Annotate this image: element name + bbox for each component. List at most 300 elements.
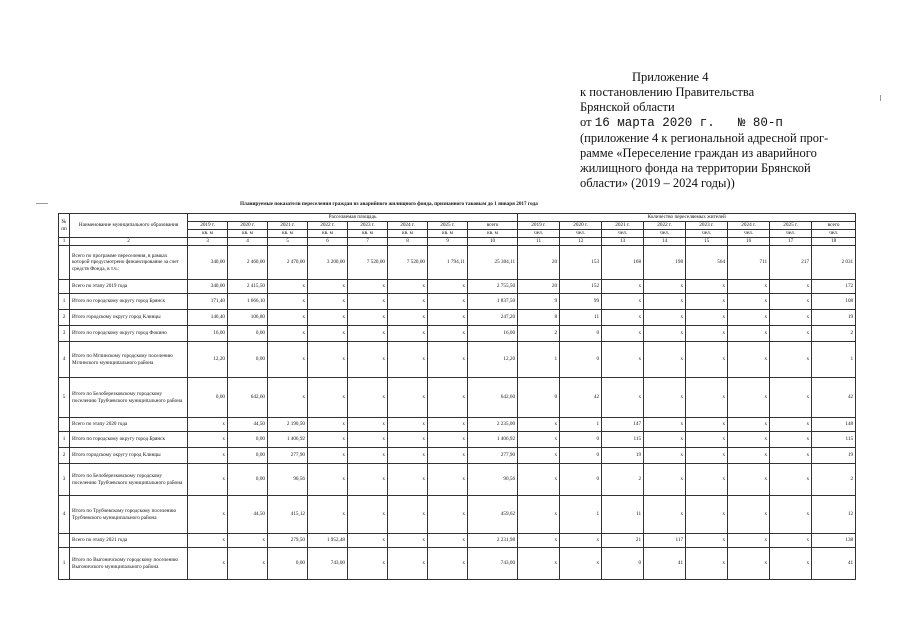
data-cell: x	[388, 294, 428, 310]
appendix-line-3: Брянской области	[580, 100, 675, 114]
data-cell: x	[188, 418, 228, 432]
data-cell: 41	[644, 548, 686, 580]
unit-header: кв. м	[228, 230, 268, 238]
data-cell: x	[188, 534, 228, 548]
data-cell: 0	[518, 378, 560, 418]
row-index: 1	[59, 432, 70, 448]
data-cell: x	[428, 534, 468, 548]
data-cell: 7 520,00	[348, 246, 388, 280]
year-header: 2020 г.	[560, 222, 602, 230]
data-cell: 117	[644, 534, 686, 548]
table-row	[59, 464, 856, 496]
table-row	[59, 342, 856, 378]
data-cell: 0,00	[228, 464, 268, 496]
data-cell: x	[644, 448, 686, 464]
data-cell: x	[602, 310, 644, 326]
data-cell: x	[728, 294, 770, 310]
data-cell: x	[602, 378, 644, 418]
data-cell: x	[428, 418, 468, 432]
data-cell: x	[518, 548, 560, 580]
data-cell: 1	[518, 342, 560, 378]
data-cell: x	[428, 432, 468, 448]
data-cell: 2 190,50	[268, 418, 308, 432]
data-cell: 2	[518, 326, 560, 342]
table-row	[59, 432, 856, 448]
data-cell: x	[308, 432, 348, 448]
data-cell: 1 794,11	[428, 246, 468, 280]
unit-header: чел.	[812, 230, 856, 238]
row-index: 2	[59, 310, 70, 326]
data-cell: 25 304,11	[468, 246, 518, 280]
table-row	[59, 294, 856, 310]
data-cell: x	[428, 448, 468, 464]
data-cell: 415,12	[268, 496, 308, 534]
data-cell: x	[560, 548, 602, 580]
data-cell: x	[770, 378, 812, 418]
data-cell: x	[308, 326, 348, 342]
data-cell: x	[308, 464, 348, 496]
data-cell: 642,60	[228, 378, 268, 418]
data-cell: x	[770, 548, 812, 580]
data-cell: x	[348, 464, 388, 496]
data-cell: x	[428, 342, 468, 378]
row-index	[59, 534, 70, 548]
table-row	[59, 310, 856, 326]
column-number: 15	[686, 238, 728, 246]
data-cell: 0,00	[228, 448, 268, 464]
data-cell: x	[388, 496, 428, 534]
appendix-title: Приложение 4	[632, 70, 709, 84]
scan-artifact	[880, 95, 881, 101]
decree-number: № 80-п	[737, 116, 783, 130]
data-cell: x	[728, 418, 770, 432]
table-row	[59, 534, 856, 548]
row-index: 2	[59, 448, 70, 464]
data-cell: 0	[560, 464, 602, 496]
data-cell: 1 406,92	[268, 432, 308, 448]
data-cell: 16,00	[188, 326, 228, 342]
data-cell: 2	[602, 464, 644, 496]
appendix-line-6: рамме «Переселение граждан из аварийного	[580, 146, 817, 160]
data-cell: x	[428, 310, 468, 326]
col-name-header: Наименование муниципального образования	[70, 214, 188, 238]
data-cell: 147	[602, 418, 644, 432]
data-cell: 90,56	[268, 464, 308, 496]
data-cell: 7 520,00	[388, 246, 428, 280]
data-cell: x	[686, 294, 728, 310]
data-cell: 743,00	[468, 548, 518, 580]
unit-header: чел.	[770, 230, 812, 238]
column-number: 8	[388, 238, 428, 246]
data-cell: 2 460,00	[228, 246, 268, 280]
year-header: 2021 г.	[268, 222, 308, 230]
data-cell: 0	[560, 448, 602, 464]
data-cell: 171,40	[188, 294, 228, 310]
column-number: 7	[348, 238, 388, 246]
date-prefix: от	[580, 115, 592, 129]
data-cell: x	[686, 310, 728, 326]
year-header: 2023 г.	[348, 222, 388, 230]
data-cell: x	[644, 310, 686, 326]
data-cell: x	[644, 418, 686, 432]
data-cell: 0	[560, 342, 602, 378]
data-cell: x	[770, 432, 812, 448]
row-name: Итого городскому округу город Клинцы	[70, 310, 188, 326]
appendix-line-5: (приложение 4 к региональной адресной прог-	[580, 131, 829, 145]
data-cell: x	[686, 326, 728, 342]
unit-header: кв. м	[468, 230, 518, 238]
data-cell: 2 755,50	[468, 280, 518, 294]
data-cell: x	[518, 464, 560, 496]
column-number: 2	[70, 238, 188, 246]
data-cell: x	[518, 448, 560, 464]
data-cell: x	[268, 310, 308, 326]
data-cell: 138	[812, 534, 856, 548]
data-cell: 711	[728, 246, 770, 280]
data-cell: x	[518, 496, 560, 534]
data-cell: x	[348, 448, 388, 464]
column-number: 17	[770, 238, 812, 246]
data-cell: x	[348, 310, 388, 326]
data-cell: x	[268, 378, 308, 418]
data-cell: 0,00	[228, 432, 268, 448]
data-cell: 8	[518, 310, 560, 326]
data-cell: x	[770, 280, 812, 294]
data-cell: x	[770, 464, 812, 496]
data-cell: 2	[812, 326, 856, 342]
data-cell: 42	[812, 378, 856, 418]
data-cell: x	[770, 534, 812, 548]
data-cell: x	[428, 326, 468, 342]
data-cell: 115	[812, 432, 856, 448]
data-cell: 19	[812, 448, 856, 464]
data-cell: x	[602, 280, 644, 294]
data-cell: x	[388, 342, 428, 378]
year-header: 2023 г.	[686, 222, 728, 230]
table-row	[59, 280, 856, 294]
unit-header: кв. м	[308, 230, 348, 238]
data-cell: x	[388, 326, 428, 342]
data-cell: 9	[518, 294, 560, 310]
data-cell: x	[188, 496, 228, 534]
data-cell: 115	[602, 432, 644, 448]
data-cell: 90,56	[468, 464, 518, 496]
data-cell: 2 235,00	[468, 418, 518, 432]
data-cell: 44,50	[228, 496, 268, 534]
data-cell: 12,20	[468, 342, 518, 378]
data-cell: x	[560, 534, 602, 548]
column-number: 10	[468, 238, 518, 246]
row-name: Всего по программе переселения, в рамках которой предусмотрено финансирование за счет средств Фонда, в т.ч.:	[70, 246, 188, 280]
data-cell: 152	[560, 280, 602, 294]
column-number: 18	[812, 238, 856, 246]
data-cell: x	[728, 280, 770, 294]
data-cell: 459,62	[468, 496, 518, 534]
table-row	[59, 326, 856, 342]
data-cell: x	[644, 496, 686, 534]
data-cell: 12,20	[188, 342, 228, 378]
row-index	[59, 280, 70, 294]
table-row	[59, 418, 856, 432]
data-cell: 279,50	[268, 534, 308, 548]
year-header: 2024 г.	[728, 222, 770, 230]
appendix-date-line	[580, 115, 880, 131]
data-cell: x	[770, 294, 812, 310]
data-cell: x	[388, 464, 428, 496]
data-cell: 148	[812, 418, 856, 432]
data-cell: x	[388, 548, 428, 580]
data-cell: x	[308, 294, 348, 310]
data-cell: x	[268, 326, 308, 342]
column-number: 6	[308, 238, 348, 246]
data-cell: x	[602, 294, 644, 310]
data-cell: 11	[560, 310, 602, 326]
data-cell: x	[644, 432, 686, 448]
data-cell: x	[686, 378, 728, 418]
row-index	[59, 418, 70, 432]
data-cell: 1 406,92	[468, 432, 518, 448]
data-cell: x	[388, 534, 428, 548]
year-header: 2020 г.	[228, 222, 268, 230]
data-cell: x	[518, 534, 560, 548]
unit-header: кв. м	[388, 230, 428, 238]
data-cell: x	[686, 464, 728, 496]
data-cell: 2 231,98	[468, 534, 518, 548]
data-cell: x	[348, 342, 388, 378]
data-cell: x	[268, 342, 308, 378]
data-cell: 140,40	[188, 310, 228, 326]
data-cell: x	[308, 310, 348, 326]
data-cell: x	[188, 432, 228, 448]
data-cell: 20	[518, 246, 560, 280]
year-header: 2021 г.	[602, 222, 644, 230]
data-cell: x	[602, 342, 644, 378]
data-cell: x	[728, 326, 770, 342]
decree-date: 16 марта 2020 г.	[594, 116, 715, 130]
data-cell: x	[644, 342, 686, 378]
data-cell: 0,00	[188, 378, 228, 418]
data-cell: x	[770, 448, 812, 464]
table-row	[59, 378, 856, 418]
data-cell: x	[428, 280, 468, 294]
data-cell: 642,60	[468, 378, 518, 418]
data-cell: x	[348, 432, 388, 448]
data-cell: 1 952,48	[308, 534, 348, 548]
data-cell: 172	[812, 280, 856, 294]
data-cell: x	[428, 496, 468, 534]
data-cell: x	[428, 294, 468, 310]
column-number: 14	[644, 238, 686, 246]
column-number: 5	[268, 238, 308, 246]
data-cell: x	[228, 548, 268, 580]
data-cell: 340,00	[188, 246, 228, 280]
row-name: Итого по городскому округу город Брянск	[70, 294, 188, 310]
data-cell: x	[602, 326, 644, 342]
data-cell: x	[686, 534, 728, 548]
resettlement-table	[58, 213, 856, 580]
data-cell: 106,80	[228, 310, 268, 326]
row-name: Итого по Мглинскому городскому поселению Мглинского муниципального района	[70, 342, 188, 378]
data-cell: 2 470,00	[268, 246, 308, 280]
data-cell: x	[308, 496, 348, 534]
unit-header: кв. м	[348, 230, 388, 238]
data-cell: x	[728, 496, 770, 534]
data-cell: 340,00	[188, 280, 228, 294]
data-cell: x	[348, 496, 388, 534]
data-cell: x	[686, 496, 728, 534]
data-cell: 0,00	[228, 326, 268, 342]
data-cell: 1	[812, 342, 856, 378]
data-cell: x	[308, 280, 348, 294]
column-number: 13	[602, 238, 644, 246]
data-cell: x	[728, 432, 770, 448]
data-cell: x	[728, 534, 770, 548]
data-cell: 1 837,50	[468, 294, 518, 310]
row-index: 3	[59, 464, 70, 496]
data-cell: x	[388, 432, 428, 448]
data-cell: x	[686, 342, 728, 378]
data-cell: 21	[602, 534, 644, 548]
data-cell: x	[388, 448, 428, 464]
data-cell: 19	[602, 448, 644, 464]
data-cell: 0,00	[228, 342, 268, 378]
data-cell: 2 415,50	[228, 280, 268, 294]
table-caption: Планируемые показатели переселения граждан из аварийного жилищного фонда, признанного таковым до 1 января 2017 года	[240, 201, 538, 207]
table-row	[59, 496, 856, 534]
scan-artifact	[36, 203, 48, 204]
row-name: Итого по городскому округу город Фокино	[70, 326, 188, 342]
data-cell: x	[644, 280, 686, 294]
row-name: Итого по городскому округу город Брянск	[70, 432, 188, 448]
year-header: 2025 г.	[770, 222, 812, 230]
data-cell: 99	[560, 294, 602, 310]
column-number: 9	[428, 238, 468, 246]
column-number: 16	[728, 238, 770, 246]
data-cell: x	[428, 464, 468, 496]
data-cell: x	[686, 548, 728, 580]
column-number: 3	[188, 238, 228, 246]
data-cell: x	[644, 464, 686, 496]
year-header: 2019 г.	[188, 222, 228, 230]
row-index: 4	[59, 496, 70, 534]
area-group-header: Расселяемая площадь	[188, 214, 518, 222]
year-header: 2019 г.	[518, 222, 560, 230]
data-cell: x	[308, 448, 348, 464]
data-cell: 153	[560, 246, 602, 280]
row-index: 4	[59, 342, 70, 378]
table-row	[59, 548, 856, 580]
data-cell: x	[518, 432, 560, 448]
appendix-line-7: жилищного фонда на территории Брянской	[580, 161, 811, 175]
people-group-header: Количество переселяемых жителей	[518, 214, 856, 222]
row-name: Итого по Белоберезковскому городскому поселению Трубчевского муниципального района	[70, 464, 188, 496]
data-cell: 0	[560, 326, 602, 342]
data-cell: x	[728, 464, 770, 496]
column-number: 4	[228, 238, 268, 246]
data-cell: x	[188, 464, 228, 496]
data-cell: 0	[560, 432, 602, 448]
data-cell: x	[518, 418, 560, 432]
data-cell: 108	[812, 294, 856, 310]
row-index: 3	[59, 326, 70, 342]
data-cell: x	[770, 326, 812, 342]
data-cell: 19	[812, 310, 856, 326]
data-cell: x	[770, 310, 812, 326]
data-cell: x	[308, 342, 348, 378]
data-cell: 20	[518, 280, 560, 294]
data-cell: x	[728, 548, 770, 580]
year-header: 2024 г.	[388, 222, 428, 230]
appendix-line-2: к постановлению Правительства	[580, 85, 755, 99]
data-cell: x	[728, 310, 770, 326]
data-cell: x	[388, 280, 428, 294]
data-cell: 42	[560, 378, 602, 418]
data-cell: 0,00	[268, 548, 308, 580]
row-name: Итого по Белоберезковскому городскому поселению Трубчевского муниципального района	[70, 378, 188, 418]
data-cell: x	[268, 294, 308, 310]
column-number: 12	[560, 238, 602, 246]
appendix-header	[580, 70, 880, 191]
column-number: 11	[518, 238, 560, 246]
row-index: 1	[59, 548, 70, 580]
data-cell: 277,90	[268, 448, 308, 464]
unit-header: чел.	[728, 230, 770, 238]
data-cell: x	[686, 432, 728, 448]
data-cell: x	[686, 280, 728, 294]
row-index: 5	[59, 378, 70, 418]
data-cell: 41	[812, 548, 856, 580]
data-cell: x	[268, 280, 308, 294]
data-cell: x	[228, 534, 268, 548]
data-cell: 12	[812, 496, 856, 534]
data-cell: 1	[560, 496, 602, 534]
unit-header: чел.	[686, 230, 728, 238]
data-cell: x	[428, 548, 468, 580]
data-cell: x	[686, 418, 728, 432]
data-cell: x	[308, 378, 348, 418]
row-index: 1	[59, 294, 70, 310]
table-row	[59, 246, 856, 280]
unit-header: чел.	[644, 230, 686, 238]
data-cell: x	[348, 548, 388, 580]
data-cell: x	[388, 378, 428, 418]
data-cell: x	[348, 378, 388, 418]
year-header: 2022 г.	[308, 222, 348, 230]
data-cell: x	[188, 448, 228, 464]
data-cell: x	[388, 418, 428, 432]
data-cell: x	[388, 310, 428, 326]
row-name: Итого по Трубчевскому городскому поселению Трубчевского муниципального района	[70, 496, 188, 534]
data-cell: 217	[770, 246, 812, 280]
data-cell: 198	[644, 246, 686, 280]
data-cell: 3 200,00	[308, 246, 348, 280]
row-name: Всего по этапу 2021 года	[70, 534, 188, 548]
data-cell: x	[348, 418, 388, 432]
data-cell: 1	[560, 418, 602, 432]
unit-header: чел.	[560, 230, 602, 238]
data-cell: 564	[686, 246, 728, 280]
unit-header: чел.	[518, 230, 560, 238]
appendix-line-8: области» (2019 – 2024 годы))	[580, 176, 735, 190]
row-name: Итого городскому округу город Клинцы	[70, 448, 188, 464]
data-cell: x	[728, 448, 770, 464]
col-no-header: № пп	[59, 214, 70, 238]
year-header: 2025 г.	[428, 222, 468, 230]
data-cell: x	[348, 326, 388, 342]
year-header: 2022 г.	[644, 222, 686, 230]
data-cell: x	[770, 342, 812, 378]
data-cell: 2	[812, 464, 856, 496]
